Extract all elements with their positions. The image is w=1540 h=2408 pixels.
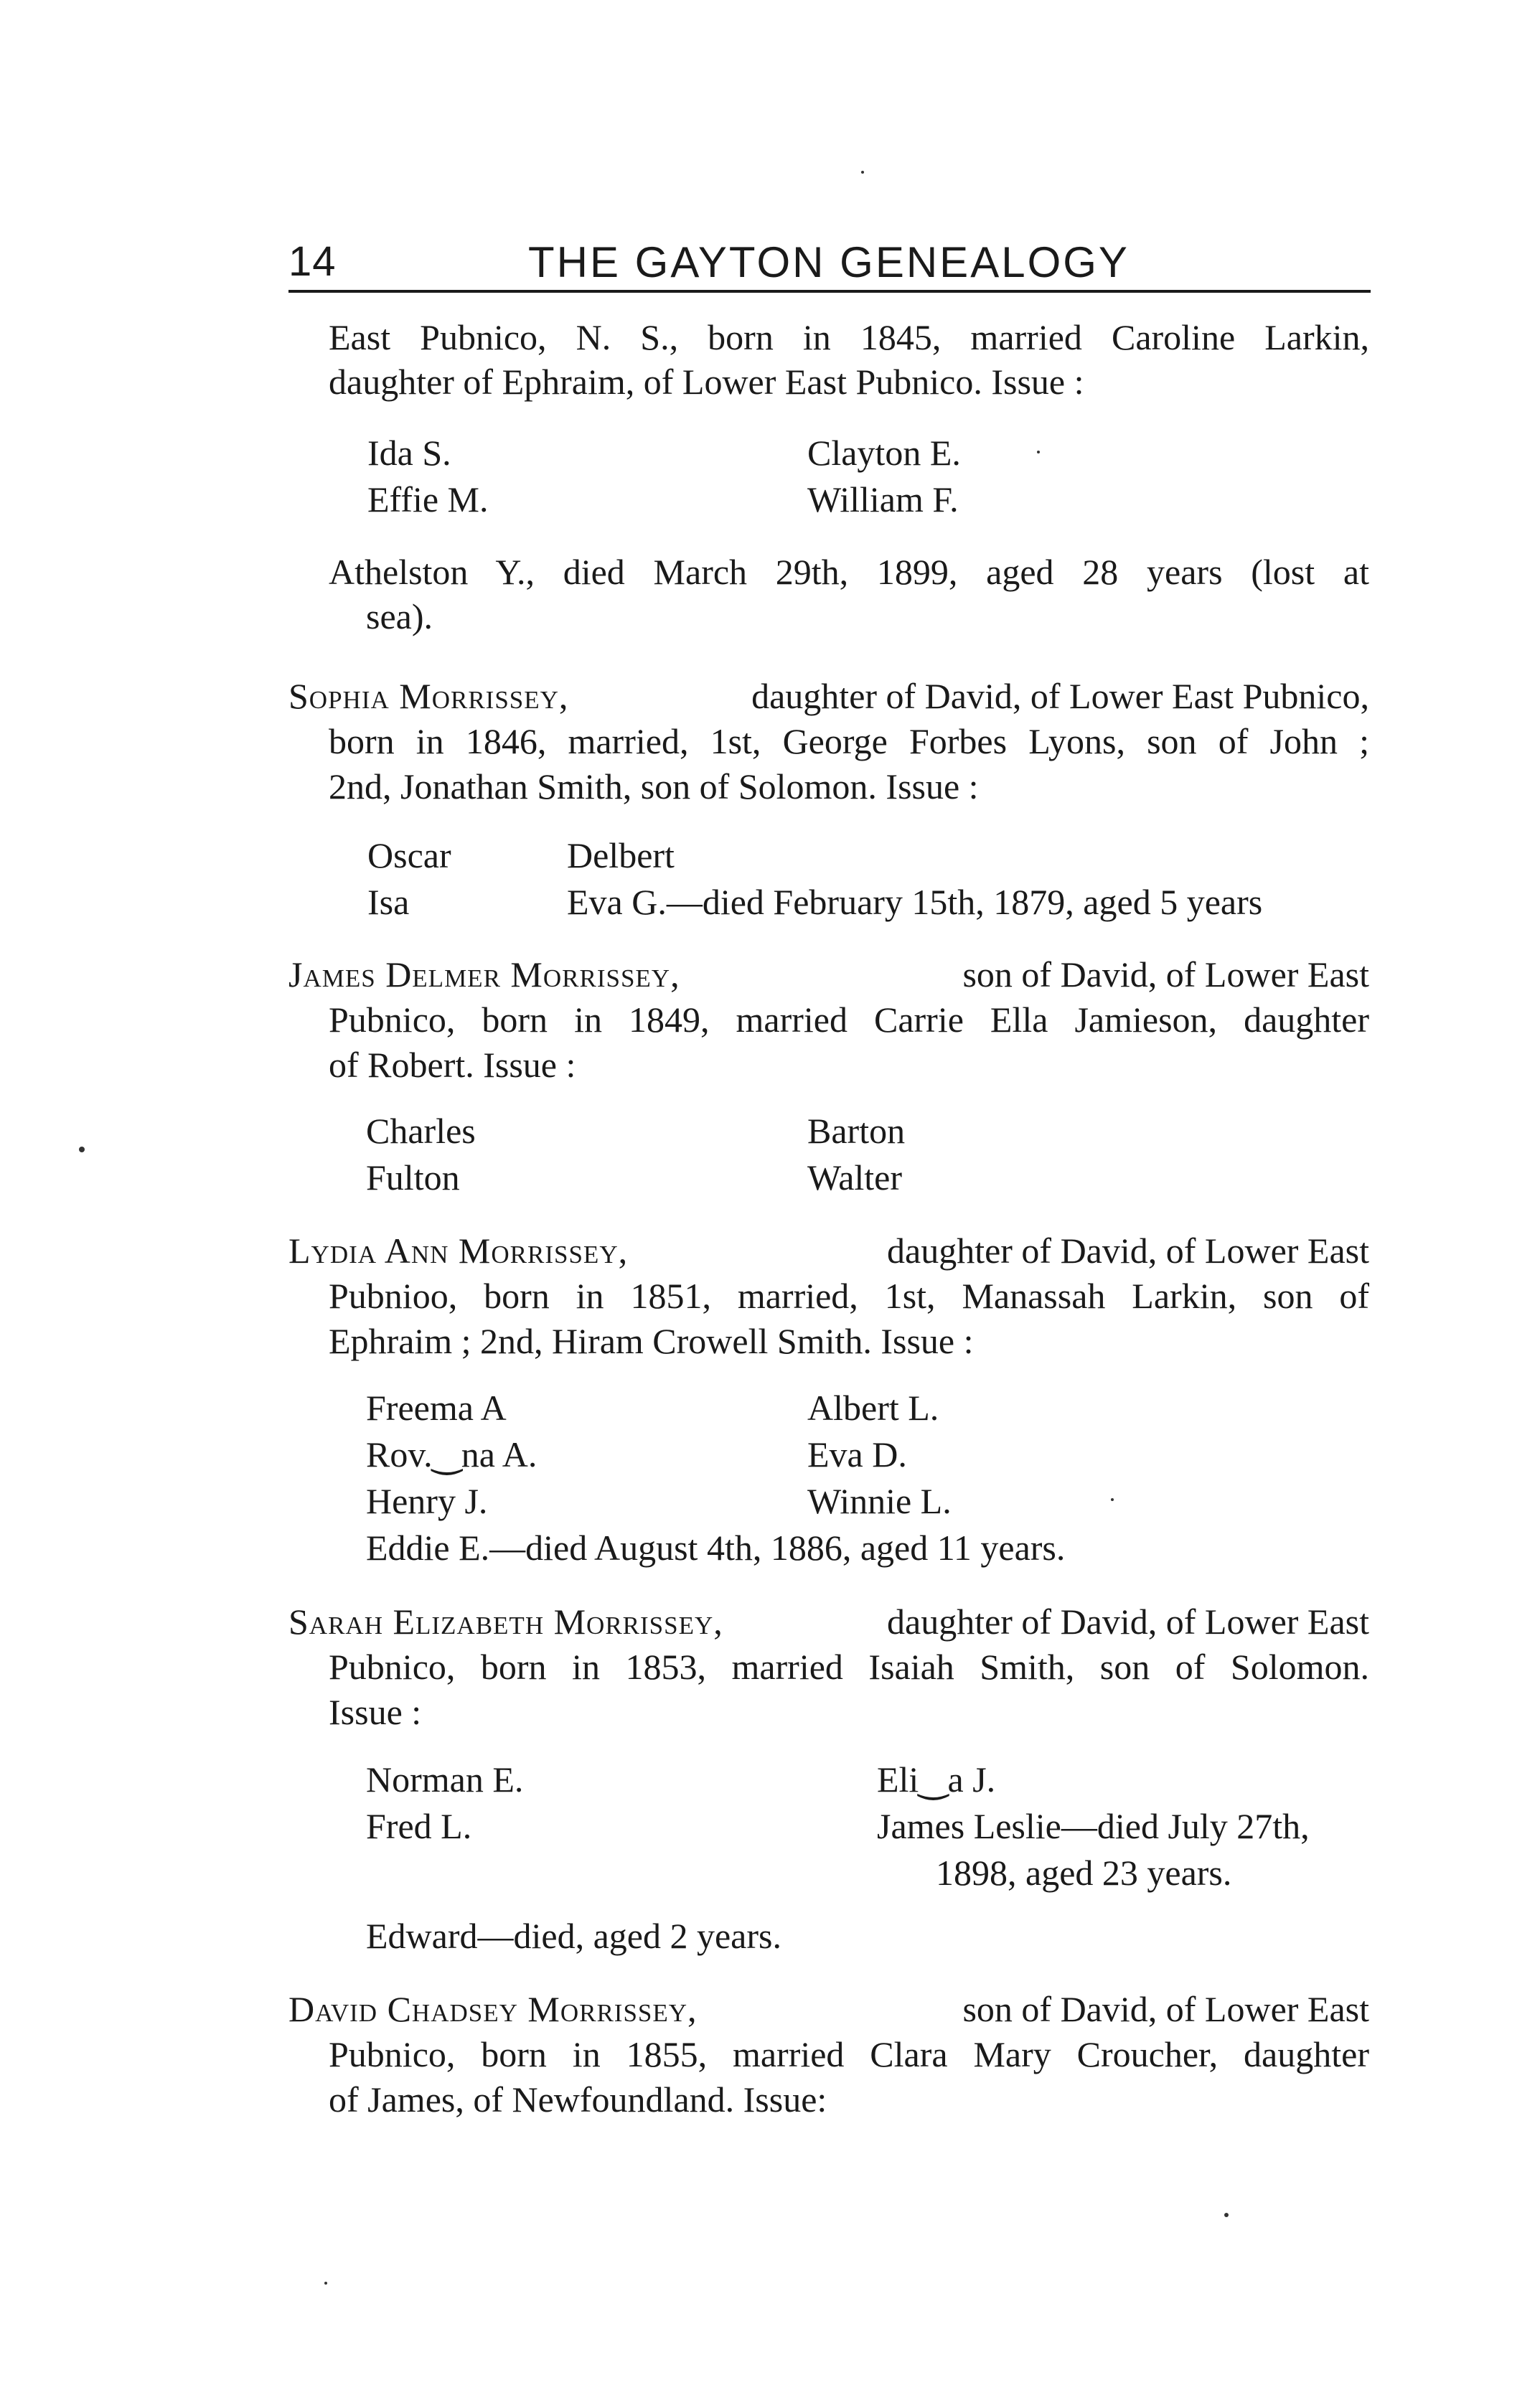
child-name: Henry J. xyxy=(366,1481,488,1521)
body-text: daughter of David, of Lower East xyxy=(887,1231,1369,1271)
child-name: Winnie L. xyxy=(807,1481,952,1521)
person-name: Sophia Morrissey, xyxy=(288,676,569,716)
person-name: James Delmer Morrissey, xyxy=(288,954,680,994)
body-line: 2nd, Jonathan Smith, son of Solomon. Issue : xyxy=(329,766,979,806)
body-text: daughter of David, of Lower East xyxy=(887,1602,1369,1642)
person-name: David Chadsey Morrissey, xyxy=(288,1989,698,2029)
child-name: Norman E. xyxy=(366,1759,524,1800)
child-name: 1898, aged 23 years. xyxy=(936,1853,1232,1893)
child-name: Oscar xyxy=(367,835,451,875)
page-number: 14 xyxy=(288,238,337,285)
entry-first-line xyxy=(288,1229,1369,1272)
body-line: Athelston Y., died March 29th, 1899, aged 28 years (lost at xyxy=(329,552,1369,592)
body-line: of Robert. Issue : xyxy=(329,1045,576,1085)
child-name: Eva D. xyxy=(807,1434,907,1475)
entry-first-line xyxy=(288,1600,1369,1643)
child-name: Rov.‿na A. xyxy=(366,1434,537,1475)
scan-speck xyxy=(861,171,864,174)
person-name: Lydia Ann Morrissey, xyxy=(288,1231,629,1271)
child-name: William F. xyxy=(807,479,959,519)
running-title: THE GAYTON GENEALOGY xyxy=(528,238,1130,286)
child-name: Freema A xyxy=(366,1388,507,1428)
scan-speck xyxy=(1037,451,1040,453)
entry-first-line xyxy=(288,1988,1369,2031)
body-line: born in 1846, married, 1st, George Forbes Lyons, son of John ; xyxy=(329,721,1369,761)
child-name: Walter xyxy=(807,1157,903,1198)
scan-speck xyxy=(1224,2213,1229,2217)
child-name: Albert L. xyxy=(807,1388,939,1428)
child-name: James Leslie—died July 27th, xyxy=(877,1806,1310,1846)
child-name: Effie M. xyxy=(367,479,489,519)
child-name: Fulton xyxy=(366,1157,460,1198)
body-text: son of David, of Lower East xyxy=(962,954,1369,994)
body-line: sea). xyxy=(366,596,433,636)
child-name: Ida S. xyxy=(367,433,451,473)
child-name: Isa xyxy=(367,882,410,922)
entry-first-line xyxy=(288,674,1369,718)
body-line: Issue : xyxy=(329,1692,422,1732)
entry-first-line xyxy=(288,953,1369,996)
child-name: Charles xyxy=(366,1111,476,1151)
child-name: Fred L. xyxy=(366,1806,472,1846)
body-line: Ephraim ; 2nd, Hiram Crowell Smith. Issue : xyxy=(329,1321,974,1361)
header-rule xyxy=(288,290,1371,293)
body-text: son of David, of Lower East xyxy=(962,1989,1369,2029)
body-line: Pubnico, born in 1849, married Carrie Ella Jamieson, daughter xyxy=(329,1000,1369,1040)
child-name: Edward—died, aged 2 years. xyxy=(366,1916,781,1956)
child-name: Barton xyxy=(807,1111,906,1151)
body-line: Pubnico, born in 1853, married Isaiah Smith, son of Solomon. xyxy=(329,1647,1369,1687)
person-name: Sarah Elizabeth Morrissey, xyxy=(288,1602,723,1642)
child-name: Clayton E. xyxy=(807,433,961,473)
child-name: Eli‿a J. xyxy=(877,1759,996,1800)
scan-speck xyxy=(1111,1498,1114,1501)
scan-speck xyxy=(79,1147,85,1152)
child-name: Delbert xyxy=(567,835,675,875)
body-line: Pubnico, born in 1855, married Clara Mary Croucher, daughter xyxy=(329,2034,1369,2074)
child-name: Eva G.—died February 15th, 1879, aged 5 years xyxy=(567,882,1263,922)
body-text: daughter of David, of Lower East Pubnico, xyxy=(751,676,1369,716)
body-line: daughter of Ephraim, of Lower East Pubnico. Issue : xyxy=(329,362,1084,402)
body-line: East Pubnico, N. S., born in 1845, married Caroline Larkin, xyxy=(329,317,1369,357)
scan-speck xyxy=(324,2282,327,2285)
body-line: Pubnioo, born in 1851, married, 1st, Manassah Larkin, son of xyxy=(329,1276,1369,1316)
child-name: Eddie E.—died August 4th, 1886, aged 11 years. xyxy=(366,1528,1066,1568)
body-line: of James, of Newfoundland. Issue: xyxy=(329,2079,827,2120)
page-header xyxy=(288,233,1371,291)
